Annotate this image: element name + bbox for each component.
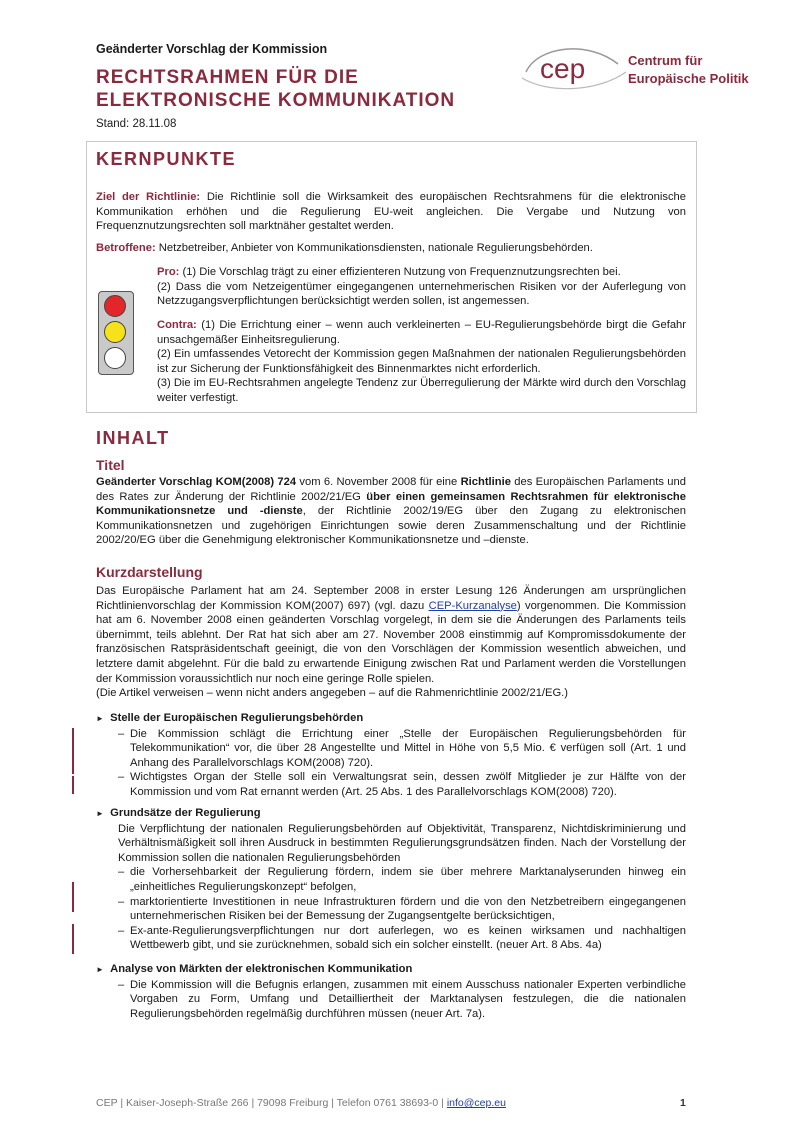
kurz-text-1: Das Europäische Parlament hat am 24. September 2008 in erster Lesung 126 Änderungen am ursprünglichen Richtlinienvorschlag der Kommission KOM(2007) 697) (vgl. dazu [96, 585, 686, 612]
section-regulierungsbehoerden [96, 711, 686, 800]
contra-label: Contra: [157, 319, 197, 331]
document-title [96, 66, 516, 112]
titel-text-2: des Europäischen Parlaments und des Rates zur Änderung der Richtlinie 2002/21/EG [96, 476, 686, 503]
title-line-2: ELEKTRONISCHE KOMMUNIKATION [96, 90, 456, 111]
section-list [96, 978, 686, 1022]
document-date: Stand: 28.11.08 [96, 118, 177, 130]
white-lamp-icon [104, 347, 126, 369]
betroffene-paragraph [96, 241, 686, 256]
section-list [96, 865, 686, 953]
section-marktanalyse [96, 962, 686, 1021]
logo-caption-line-2: Europäische Politik [628, 71, 749, 86]
margin-change-bar [72, 728, 74, 774]
titel-bold-1: Geänderter Vorschlag KOM(2008) 724 [96, 476, 297, 488]
ziel-paragraph [96, 190, 686, 234]
contra-text-1: (1) Die Errichtung einer – wenn auch verkleinerten – EU-Regulierungsbehörde birgt die Gefahr unsachgemäßer Einheitsregulierung. [157, 319, 686, 346]
pro-text-1: (1) Die Vorschlag trägt zu einer effizienteren Nutzung von Frequenznutzungsrechten bei. [179, 266, 621, 278]
section-grundsaetze [96, 806, 686, 953]
logo-caption [628, 52, 749, 88]
kurzdarstellung-heading: Kurzdarstellung [96, 564, 203, 580]
section-heading [96, 806, 686, 822]
section-heading [96, 711, 686, 727]
section-intro: Die Verpflichtung der nationalen Regulierungsbehörden auf Objektivität, Transparenz, Nichtdiskriminierung und Verhältnismäßigkeit soll ihren Ausdruck in bestimmten Regulierungsgrundsätzen finden. Nach der Vorstellung der Kommission sollen die nationalen Regulierungsbehörden [118, 822, 686, 864]
section-heading-text: Analyse von Märkten der elektronischen Kommunikation [110, 963, 413, 975]
titel-heading: Titel [96, 457, 125, 473]
margin-change-bar [72, 882, 74, 912]
footer-address: CEP | Kaiser-Joseph-Straße 266 | 79098 Freiburg | Telefon 0761 38693-0 | [96, 1097, 447, 1109]
contra-text-3: (3) Die im EU-Rechtsrahmen angelegte Tendenz zur Überregulierung der Märkte wird durch den Vorschlag weiter verfestigt. [157, 377, 686, 404]
traffic-light-icon [98, 291, 134, 375]
page-number: 1 [680, 1097, 686, 1109]
margin-change-bar [72, 776, 74, 794]
footer [96, 1097, 506, 1109]
contra-text-2: (2) Ein umfassendes Vetorecht der Kommission gegen Maßnahmen der nationalen Regulierungsbehörden ist zur Sicherung der Funktionsfähigkeit des Binnenmarktes nicht erforderlich. [157, 348, 686, 375]
titel-bold-3: über einen gemeinsamen Rechtsrahmen für elektronische Kommunikationsnetze und -dienste [96, 490, 686, 518]
section-heading [96, 962, 686, 978]
betroffene-text: Netzbetreiber, Anbieter von Kommunikationsdiensten, nationale Regulierungsbehörden. [155, 242, 593, 254]
logo-caption-line-1: Centrum für [628, 53, 703, 68]
logo-wordmark: cep [540, 53, 586, 84]
contra-paragraph [157, 318, 686, 406]
document-kicker: Geänderter Vorschlag der Kommission [96, 42, 328, 56]
titel-paragraph [96, 475, 686, 548]
ziel-label: Ziel der Richtlinie: [96, 191, 201, 203]
red-lamp-icon [104, 295, 126, 317]
cep-kurzanalyse-link[interactable]: CEP-Kurzanalyse [428, 599, 517, 612]
list-item: – Ex-ante-Regulierungsverpflichtungen nur dort auferlegen, wo es keinen wirksamen und nachhaltigen Wettbewerb gibt, und sie zurücknehmen, sobald sich ein solcher einstellt. (neuer Art. 8 Abs. 4a) [118, 924, 686, 953]
titel-bold-2: Richtlinie [460, 476, 511, 488]
section-heading-text: Grundsätze der Regulierung [110, 807, 261, 819]
kernpunkte-heading: KERNPUNKTE [96, 149, 237, 169]
title-line-1: RECHTSRAHMEN FÜR DIE [96, 67, 359, 88]
yellow-lamp-icon [104, 321, 126, 343]
section-heading-text: Stelle der Europäischen Regulierungsbehörden [110, 712, 364, 724]
kurz-text-3: (Die Artikel verweisen – wenn nicht anders angegeben – auf die Rahmenrichtlinie 2002/21/EG.) [96, 687, 569, 700]
pro-text-2: (2) Dass die vom Netzeigentümer eingegangenen unternehmerischen Risiken vor der Auferlegung von Netzzugangsverpflichtungen berücksichtigt werden sollen, ist angemessen. [157, 280, 686, 308]
triangle-bullet-icon: ► [96, 809, 104, 818]
list-item: – marktorientierte Investitionen in neue Infrastrukturen fördern und die von den Netzbetreibern eingegangenen unternehmerischen Risiken bei der Bemessung der Zugangsentgelte berücksichtigen, [118, 895, 686, 924]
titel-text-1: vom 6. November 2008 für eine [296, 476, 461, 488]
pro-paragraph [157, 265, 686, 309]
ziel-text: Die Richtlinie soll die Wirksamkeit des europäischen Rechtsrahmens für die elektronische Kommunikation erhöhen und die Regulierung EU-weit angleichen. Die Vergabe und Nutzung von Frequenznutzungsrechten soll marktnäher gestaltet werden. [96, 191, 686, 233]
list-item: – Die Kommission schlägt die Errichtung einer „Stelle der Europäischen Regulierungsbehörden für Telekommunikation“ vor, die über 28 Angestellte und Mittel in Höhe von 5,5 Mio. € verfügen soll (Art. 1 und Anhang des Parallelvorschlags KOM(2008) 720). [118, 727, 686, 771]
margin-change-bar [72, 924, 74, 954]
kurzdarstellung-paragraph [96, 584, 686, 701]
triangle-bullet-icon: ► [96, 714, 104, 723]
inhalt-heading: INHALT [96, 428, 170, 448]
kurzdarstellung-body [96, 584, 686, 686]
footer-email-link[interactable]: info@cep.eu [446, 1097, 506, 1109]
pro-label: Pro: [157, 266, 180, 278]
betroffene-label: Betroffene: [96, 242, 156, 254]
list-item: – Wichtigstes Organ der Stelle soll ein Verwaltungsrat sein, dessen zwölf Mitglieder je zur Hälfte von der Kommission und vom Rat ernannt werden (Art. 25 Abs. 1 des Parallelvorschlags KOM(2008) 720). [118, 770, 686, 799]
list-item: – Die Kommission will die Befugnis erlangen, zusammen mit einem Ausschuss nationaler Experten verbindliche Vorgaben zu Form, Umfang und Detailliertheit der Marktanalysen festzulegen, die die nationalen Regulierungsbehörden regelmäßig durchführen müssen (neuer Art. 7a). [118, 978, 686, 1022]
kurz-text-2: ) vorgenommen. Die Kommission hat am 6. November 2008 einen geänderten Vorschlag vorgelegt, in dem sie die Änderungen des Parlaments teils übernimmt, teils ablehnt. Der Rat hat sich aber am 27. November 2008 einstimmig auf Kompromissdokumente der französischen Ratspräsidentschaft geeinigt, die von den Vorschlägen der Kommission wesentlich abweichen, und letztere damit abgelehnt. Für die bald zu erwartende Einigung zwischen Rat und Parlament werden die Vorstellungen der Kommission voraussichtlich nur noch eine geringe Rolle spielen. [96, 599, 686, 685]
contra-line-1 [157, 318, 686, 347]
list-item: – die Vorhersehbarkeit der Regulierung fördern, indem sie über mehrere Marktanalyserunden hinweg ein „einheitliches Regulierungskonzept“ befolgen, [118, 865, 686, 894]
triangle-bullet-icon: ► [96, 965, 104, 974]
pro-line-1 [157, 265, 686, 280]
titel-text-3: , der Richtlinie 2002/19/EG über den Zugang zu elektronischen Kommunikationsnetzen und zugehörigen Einrichtungen sowie deren Zusammenschaltung und der Richtlinie 2002/20/EG über die Genehmigung elektronischer Kommunikationsnetze und –dienste. [96, 505, 686, 547]
section-list [96, 727, 686, 800]
